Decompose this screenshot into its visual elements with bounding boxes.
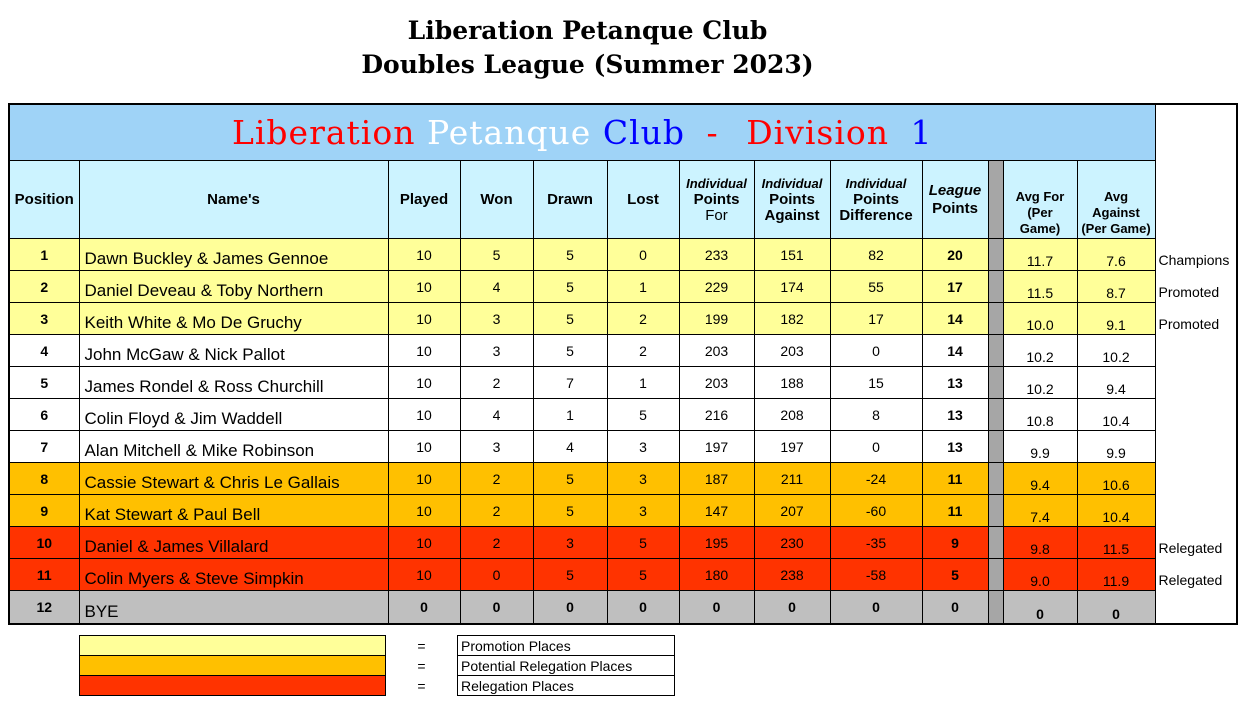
cell-played: 10 xyxy=(388,303,460,335)
cell-status-note xyxy=(1155,591,1237,624)
column-separator xyxy=(988,399,1003,431)
cell-avg-against: 10.4 xyxy=(1077,495,1155,527)
column-separator xyxy=(988,367,1003,399)
header-lost: Lost xyxy=(607,161,679,239)
cell-status-note xyxy=(1155,367,1237,399)
cell-status-note xyxy=(1155,399,1237,431)
cell-drawn: 5 xyxy=(533,495,607,527)
cell-league-points: 13 xyxy=(922,431,988,463)
column-separator xyxy=(988,495,1003,527)
header-points-difference-line3: Difference xyxy=(839,206,913,224)
header-position: Position xyxy=(9,161,79,239)
cell-names: Dawn Buckley & James Gennoe xyxy=(79,239,388,271)
banner-word-liberation: Liberation xyxy=(231,113,416,152)
cell-position: 3 xyxy=(9,303,79,335)
header-names: Name's xyxy=(79,161,388,239)
cell-status-note: Promoted xyxy=(1155,271,1237,303)
cell-position: 12 xyxy=(9,591,79,624)
cell-position: 5 xyxy=(9,367,79,399)
cell-status-note: Champions xyxy=(1155,239,1237,271)
table-row xyxy=(9,367,1237,399)
cell-played: 10 xyxy=(388,559,460,591)
cell-points-difference: 8 xyxy=(830,399,922,431)
header-points-difference xyxy=(830,161,922,239)
header-league-points xyxy=(922,161,988,239)
key-row xyxy=(80,636,675,656)
cell-names: John McGaw & Nick Pallot xyxy=(79,335,388,367)
cell-lost: 2 xyxy=(607,335,679,367)
cell-lost: 0 xyxy=(607,591,679,624)
banner-word-division: Division xyxy=(746,113,890,152)
cell-avg-against: 9.9 xyxy=(1077,431,1155,463)
cell-avg-against: 11.9 xyxy=(1077,559,1155,591)
cell-played: 10 xyxy=(388,335,460,367)
header-row xyxy=(9,161,1237,239)
cell-points-difference: -58 xyxy=(830,559,922,591)
division-banner xyxy=(9,104,1155,161)
cell-lost: 5 xyxy=(607,559,679,591)
cell-drawn: 5 xyxy=(533,463,607,495)
cell-points-difference: 17 xyxy=(830,303,922,335)
cell-points-for: 187 xyxy=(679,463,754,495)
cell-avg-for: 10.8 xyxy=(1003,399,1077,431)
cell-points-against: 208 xyxy=(754,399,830,431)
cell-drawn: 3 xyxy=(533,527,607,559)
cell-avg-against: 10.4 xyxy=(1077,399,1155,431)
cell-league-points: 13 xyxy=(922,399,988,431)
cell-won: 2 xyxy=(460,367,533,399)
key-label-promotion: Promotion Places xyxy=(458,636,675,656)
cell-league-points: 14 xyxy=(922,335,988,367)
cell-position: 4 xyxy=(9,335,79,367)
header-avg-against-line3: (Per Game) xyxy=(1081,221,1151,236)
header-points-difference-line2: Points xyxy=(853,190,899,208)
banner-word-petanque: Petanque xyxy=(426,113,592,152)
cell-league-points: 0 xyxy=(922,591,988,624)
cell-won: 2 xyxy=(460,495,533,527)
cell-lost: 3 xyxy=(607,431,679,463)
cell-status-note: Promoted xyxy=(1155,303,1237,335)
cell-drawn: 5 xyxy=(533,559,607,591)
cell-position: 10 xyxy=(9,527,79,559)
header-avg-for xyxy=(1003,161,1077,239)
cell-points-against: 211 xyxy=(754,463,830,495)
key-label-relegation: Relegation Places xyxy=(458,676,675,696)
cell-avg-for: 10.2 xyxy=(1003,335,1077,367)
cell-points-against: 151 xyxy=(754,239,830,271)
cell-league-points: 5 xyxy=(922,559,988,591)
key-equals: = xyxy=(417,657,426,674)
header-avg-against-line2: Against xyxy=(1092,205,1140,220)
cell-lost: 1 xyxy=(607,367,679,399)
cell-avg-against: 8.7 xyxy=(1077,271,1155,303)
table-row xyxy=(9,335,1237,367)
cell-league-points: 11 xyxy=(922,495,988,527)
header-points-against xyxy=(754,161,830,239)
cell-won: 3 xyxy=(460,303,533,335)
page-title xyxy=(0,14,1175,82)
table-row xyxy=(9,239,1237,271)
cell-league-points: 20 xyxy=(922,239,988,271)
banner-dash: - xyxy=(706,113,719,152)
cell-points-against: 238 xyxy=(754,559,830,591)
cell-won: 2 xyxy=(460,463,533,495)
cell-drawn: 5 xyxy=(533,335,607,367)
cell-avg-for: 9.9 xyxy=(1003,431,1077,463)
cell-position: 7 xyxy=(9,431,79,463)
cell-names: Kat Stewart & Paul Bell xyxy=(79,495,388,527)
header-points-for-line1: Individual xyxy=(686,175,747,191)
cell-names: Cassie Stewart & Chris Le Gallais xyxy=(79,463,388,495)
cell-avg-against: 11.5 xyxy=(1077,527,1155,559)
table-row xyxy=(9,431,1237,463)
cell-points-against: 197 xyxy=(754,431,830,463)
key-swatch-relegation xyxy=(80,676,386,696)
cell-played: 0 xyxy=(388,591,460,624)
cell-lost: 3 xyxy=(607,495,679,527)
header-won: Won xyxy=(460,161,533,239)
table-row xyxy=(9,591,1237,624)
cell-points-against: 203 xyxy=(754,335,830,367)
page-title-line1: Liberation Petanque Club xyxy=(407,16,768,45)
league-table xyxy=(8,103,1238,625)
column-separator xyxy=(988,431,1003,463)
header-avg-against xyxy=(1077,161,1155,239)
cell-lost: 3 xyxy=(607,463,679,495)
cell-won: 4 xyxy=(460,271,533,303)
banner-word-club: Club xyxy=(602,113,686,152)
cell-position: 6 xyxy=(9,399,79,431)
column-separator xyxy=(988,161,1003,239)
cell-avg-against: 10.6 xyxy=(1077,463,1155,495)
header-points-against-line1: Individual xyxy=(761,175,823,191)
table-row xyxy=(9,495,1237,527)
table-row xyxy=(9,399,1237,431)
cell-position: 8 xyxy=(9,463,79,495)
header-avg-against-line1: Avg xyxy=(1103,189,1129,204)
cell-league-points: 11 xyxy=(922,463,988,495)
cell-won: 0 xyxy=(460,559,533,591)
cell-points-for: 216 xyxy=(679,399,754,431)
header-points-against-line2: Points xyxy=(769,190,815,208)
cell-drawn: 5 xyxy=(533,239,607,271)
cell-position: 1 xyxy=(9,239,79,271)
cell-points-difference: 0 xyxy=(830,591,922,624)
header-points-against-line3: Against xyxy=(764,206,820,224)
cell-drawn: 5 xyxy=(533,303,607,335)
header-points-for-line3: For xyxy=(705,206,728,224)
key-swatch-potential-relegation xyxy=(80,656,386,676)
cell-played: 10 xyxy=(388,367,460,399)
column-separator xyxy=(988,271,1003,303)
header-played: Played xyxy=(388,161,460,239)
header-league-points-line1: League xyxy=(928,181,982,199)
banner-blank xyxy=(1155,104,1237,161)
cell-played: 10 xyxy=(388,399,460,431)
cell-avg-against: 0 xyxy=(1077,591,1155,624)
cell-points-difference: 55 xyxy=(830,271,922,303)
key-equals: = xyxy=(417,637,426,654)
cell-lost: 5 xyxy=(607,399,679,431)
cell-avg-against: 10.2 xyxy=(1077,335,1155,367)
column-separator xyxy=(988,463,1003,495)
cell-position: 9 xyxy=(9,495,79,527)
header-blank xyxy=(1155,161,1237,239)
column-separator xyxy=(988,335,1003,367)
cell-position: 11 xyxy=(9,559,79,591)
cell-points-difference: 0 xyxy=(830,335,922,367)
cell-won: 0 xyxy=(460,591,533,624)
cell-points-against: 182 xyxy=(754,303,830,335)
key-row xyxy=(80,676,675,696)
cell-status-note: Relegated xyxy=(1155,559,1237,591)
key-label-potential-relegation: Potential Relegation Places xyxy=(458,656,675,676)
cell-avg-for: 9.4 xyxy=(1003,463,1077,495)
cell-names: Colin Floyd & Jim Waddell xyxy=(79,399,388,431)
cell-played: 10 xyxy=(388,527,460,559)
cell-position: 2 xyxy=(9,271,79,303)
cell-status-note xyxy=(1155,431,1237,463)
cell-avg-against: 9.4 xyxy=(1077,367,1155,399)
cell-avg-for: 9.0 xyxy=(1003,559,1077,591)
cell-avg-against: 7.6 xyxy=(1077,239,1155,271)
cell-points-against: 174 xyxy=(754,271,830,303)
cell-lost: 1 xyxy=(607,271,679,303)
cell-won: 3 xyxy=(460,431,533,463)
cell-points-difference: 15 xyxy=(830,367,922,399)
column-separator xyxy=(988,239,1003,271)
cell-names: BYE xyxy=(79,591,388,624)
cell-played: 10 xyxy=(388,463,460,495)
cell-points-for: 0 xyxy=(679,591,754,624)
banner-division-number: 1 xyxy=(910,113,933,152)
cell-points-difference: -60 xyxy=(830,495,922,527)
table-row xyxy=(9,527,1237,559)
key-swatch-promotion xyxy=(80,636,386,656)
header-avg-for-line1: Avg For xyxy=(1015,189,1065,204)
cell-points-difference: -35 xyxy=(830,527,922,559)
cell-won: 3 xyxy=(460,335,533,367)
key-equals: = xyxy=(417,677,426,694)
cell-status-note xyxy=(1155,463,1237,495)
cell-league-points: 14 xyxy=(922,303,988,335)
cell-lost: 2 xyxy=(607,303,679,335)
cell-points-for: 197 xyxy=(679,431,754,463)
page-title-line2: Doubles League (Summer 2023) xyxy=(361,50,814,79)
cell-points-for: 199 xyxy=(679,303,754,335)
column-separator xyxy=(988,527,1003,559)
cell-avg-against: 9.1 xyxy=(1077,303,1155,335)
cell-won: 5 xyxy=(460,239,533,271)
cell-points-against: 207 xyxy=(754,495,830,527)
cell-avg-for: 11.5 xyxy=(1003,271,1077,303)
cell-points-for: 203 xyxy=(679,335,754,367)
cell-names: James Rondel & Ross Churchill xyxy=(79,367,388,399)
cell-played: 10 xyxy=(388,431,460,463)
cell-names: Daniel & James Villalard xyxy=(79,527,388,559)
cell-played: 10 xyxy=(388,239,460,271)
key-row xyxy=(80,656,675,676)
cell-status-note xyxy=(1155,495,1237,527)
header-avg-for-line2: (Per xyxy=(1027,205,1053,220)
cell-avg-for: 10.0 xyxy=(1003,303,1077,335)
cell-points-against: 188 xyxy=(754,367,830,399)
cell-points-for: 203 xyxy=(679,367,754,399)
cell-played: 10 xyxy=(388,495,460,527)
header-points-for xyxy=(679,161,754,239)
cell-names: Keith White & Mo De Gruchy xyxy=(79,303,388,335)
table-row xyxy=(9,303,1237,335)
cell-points-for: 147 xyxy=(679,495,754,527)
header-avg-for-line3: Game) xyxy=(1019,221,1061,236)
column-separator xyxy=(988,303,1003,335)
cell-drawn: 0 xyxy=(533,591,607,624)
cell-names: Colin Myers & Steve Simpkin xyxy=(79,559,388,591)
column-separator xyxy=(988,591,1003,624)
cell-points-against: 230 xyxy=(754,527,830,559)
header-league-points-line2: Points xyxy=(932,199,978,217)
cell-avg-for: 7.4 xyxy=(1003,495,1077,527)
header-points-for-line2: Points xyxy=(693,190,740,208)
cell-won: 4 xyxy=(460,399,533,431)
cell-league-points: 9 xyxy=(922,527,988,559)
banner-row xyxy=(9,104,1237,161)
cell-names: Daniel Deveau & Toby Northern xyxy=(79,271,388,303)
cell-avg-for: 0 xyxy=(1003,591,1077,624)
cell-played: 10 xyxy=(388,271,460,303)
cell-drawn: 7 xyxy=(533,367,607,399)
cell-points-for: 229 xyxy=(679,271,754,303)
cell-points-for: 180 xyxy=(679,559,754,591)
cell-league-points: 17 xyxy=(922,271,988,303)
cell-points-difference: -24 xyxy=(830,463,922,495)
cell-drawn: 5 xyxy=(533,271,607,303)
cell-lost: 0 xyxy=(607,239,679,271)
cell-points-against: 0 xyxy=(754,591,830,624)
cell-drawn: 4 xyxy=(533,431,607,463)
cell-names: Alan Mitchell & Mike Robinson xyxy=(79,431,388,463)
header-points-difference-line1: Individual xyxy=(845,175,907,191)
cell-points-difference: 0 xyxy=(830,431,922,463)
table-row xyxy=(9,559,1237,591)
table-row xyxy=(9,271,1237,303)
colour-key xyxy=(79,635,675,696)
table-row xyxy=(9,463,1237,495)
cell-league-points: 13 xyxy=(922,367,988,399)
cell-status-note xyxy=(1155,335,1237,367)
cell-avg-for: 11.7 xyxy=(1003,239,1077,271)
header-drawn: Drawn xyxy=(533,161,607,239)
cell-points-for: 195 xyxy=(679,527,754,559)
cell-won: 2 xyxy=(460,527,533,559)
cell-status-note: Relegated xyxy=(1155,527,1237,559)
cell-avg-for: 10.2 xyxy=(1003,367,1077,399)
cell-avg-for: 9.8 xyxy=(1003,527,1077,559)
cell-points-difference: 82 xyxy=(830,239,922,271)
cell-lost: 5 xyxy=(607,527,679,559)
cell-drawn: 1 xyxy=(533,399,607,431)
column-separator xyxy=(988,559,1003,591)
cell-points-for: 233 xyxy=(679,239,754,271)
